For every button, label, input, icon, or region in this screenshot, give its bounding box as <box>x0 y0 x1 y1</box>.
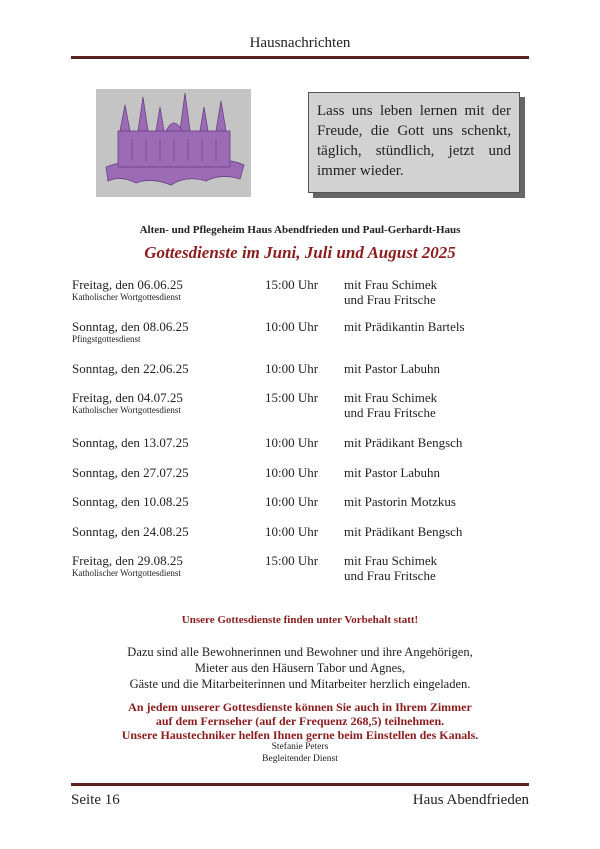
service-leader: mit Prädikantin Bartels <box>344 319 465 334</box>
signature-name: Stefanie Peters <box>271 742 329 752</box>
header-title: Hausnachrichten <box>249 35 351 51</box>
service-time: 10:00 Uhr <box>265 494 319 509</box>
cathedral-image <box>96 89 251 197</box>
service-time: 10:00 Uhr <box>265 319 319 334</box>
reservation-notice: Unsere Gottesdienste finden unter Vorbehalt statt! <box>181 614 419 626</box>
service-day: Sonntag, den 08.06.25 <box>72 319 189 334</box>
service-time: 10:00 Uhr <box>265 435 319 450</box>
tv-line: auf dem Fernseher (auf der Frequenz 268,5) teilnehmen. <box>155 714 445 728</box>
service-leader: mit Pastor Labuhn <box>344 361 441 376</box>
page-number: Seite 16 <box>71 792 120 808</box>
service-time: 10:00 Uhr <box>265 465 319 480</box>
quote-box <box>308 92 520 193</box>
service-leader: mit Prädikant Bengsch <box>344 435 463 450</box>
service-day: Freitag, den 04.07.25 <box>72 390 183 405</box>
service-day: Freitag, den 29.08.25 <box>72 553 183 568</box>
service-leader: mit Pastor Labuhn <box>344 465 441 480</box>
footer-publication: Haus Abendfrieden <box>412 792 529 808</box>
service-leader-2: und Frau Fritsche <box>344 292 436 307</box>
invitation-line: Gäste und die Mitarbeiterinnen und Mitarbeiter herzlich eingeladen. <box>129 677 471 691</box>
invitation-line: Dazu sind alle Bewohnerinnen und Bewohner und ihre Angehörigen, <box>127 645 473 659</box>
signature <box>0 741 600 765</box>
footer-rule <box>71 783 529 786</box>
invitation-text <box>0 644 600 692</box>
invitation-line: Mieter aus den Häusern Tabor und Agnes, <box>194 661 406 675</box>
service-leader: mit Pastorin Motzkus <box>344 494 456 509</box>
service-note: Katholischer Wortgottesdienst <box>72 568 181 578</box>
service-day: Sonntag, den 24.08.25 <box>72 524 189 539</box>
service-leader: mit Frau Schimek <box>344 390 438 405</box>
signature-role: Begleitender Dienst <box>262 754 338 764</box>
service-time: 15:00 Uhr <box>265 390 319 405</box>
service-note: Katholischer Wortgottesdienst <box>72 292 181 302</box>
service-note: Katholischer Wortgottesdienst <box>72 405 181 415</box>
service-leader: mit Frau Schimek <box>344 553 438 568</box>
service-time: 10:00 Uhr <box>265 361 319 376</box>
service-time: 10:00 Uhr <box>265 524 319 539</box>
service-leader-2: und Frau Fritsche <box>344 405 436 420</box>
service-leader: mit Prädikant Bengsch <box>344 524 463 539</box>
service-leader-2: und Frau Fritsche <box>344 568 436 583</box>
institution-subtitle: Alten- und Pflegeheim Haus Abendfrieden und Paul-Gerhardt-Haus <box>139 224 461 236</box>
service-time: 15:00 Uhr <box>265 277 319 292</box>
service-day: Sonntag, den 10.08.25 <box>72 494 189 509</box>
service-day: Freitag, den 06.06.25 <box>72 277 183 292</box>
service-day: Sonntag, den 13.07.25 <box>72 435 189 450</box>
quote-text: Lass uns leben lernen mit der Freude, die Gott uns schenkt, täglich, stündlich, jetzt und immer wieder. <box>317 103 511 179</box>
service-day: Sonntag, den 22.06.25 <box>72 361 189 376</box>
services-title: Gottesdienste im Juni, Juli und August 2025 <box>144 243 456 262</box>
tv-line: Unsere Haustechniker helfen Ihnen gerne beim Einstellen des Kanals. <box>121 728 479 742</box>
service-leader: mit Frau Schimek <box>344 277 438 292</box>
service-day: Sonntag, den 27.07.25 <box>72 465 189 480</box>
service-note: Pfingstgottesdienst <box>72 334 141 344</box>
tv-line: An jedem unserer Gottesdienste können Sie auch in Ihrem Zimmer <box>128 700 472 714</box>
tv-notice <box>0 700 600 742</box>
service-time: 15:00 Uhr <box>265 553 319 568</box>
header-rule <box>71 56 529 59</box>
